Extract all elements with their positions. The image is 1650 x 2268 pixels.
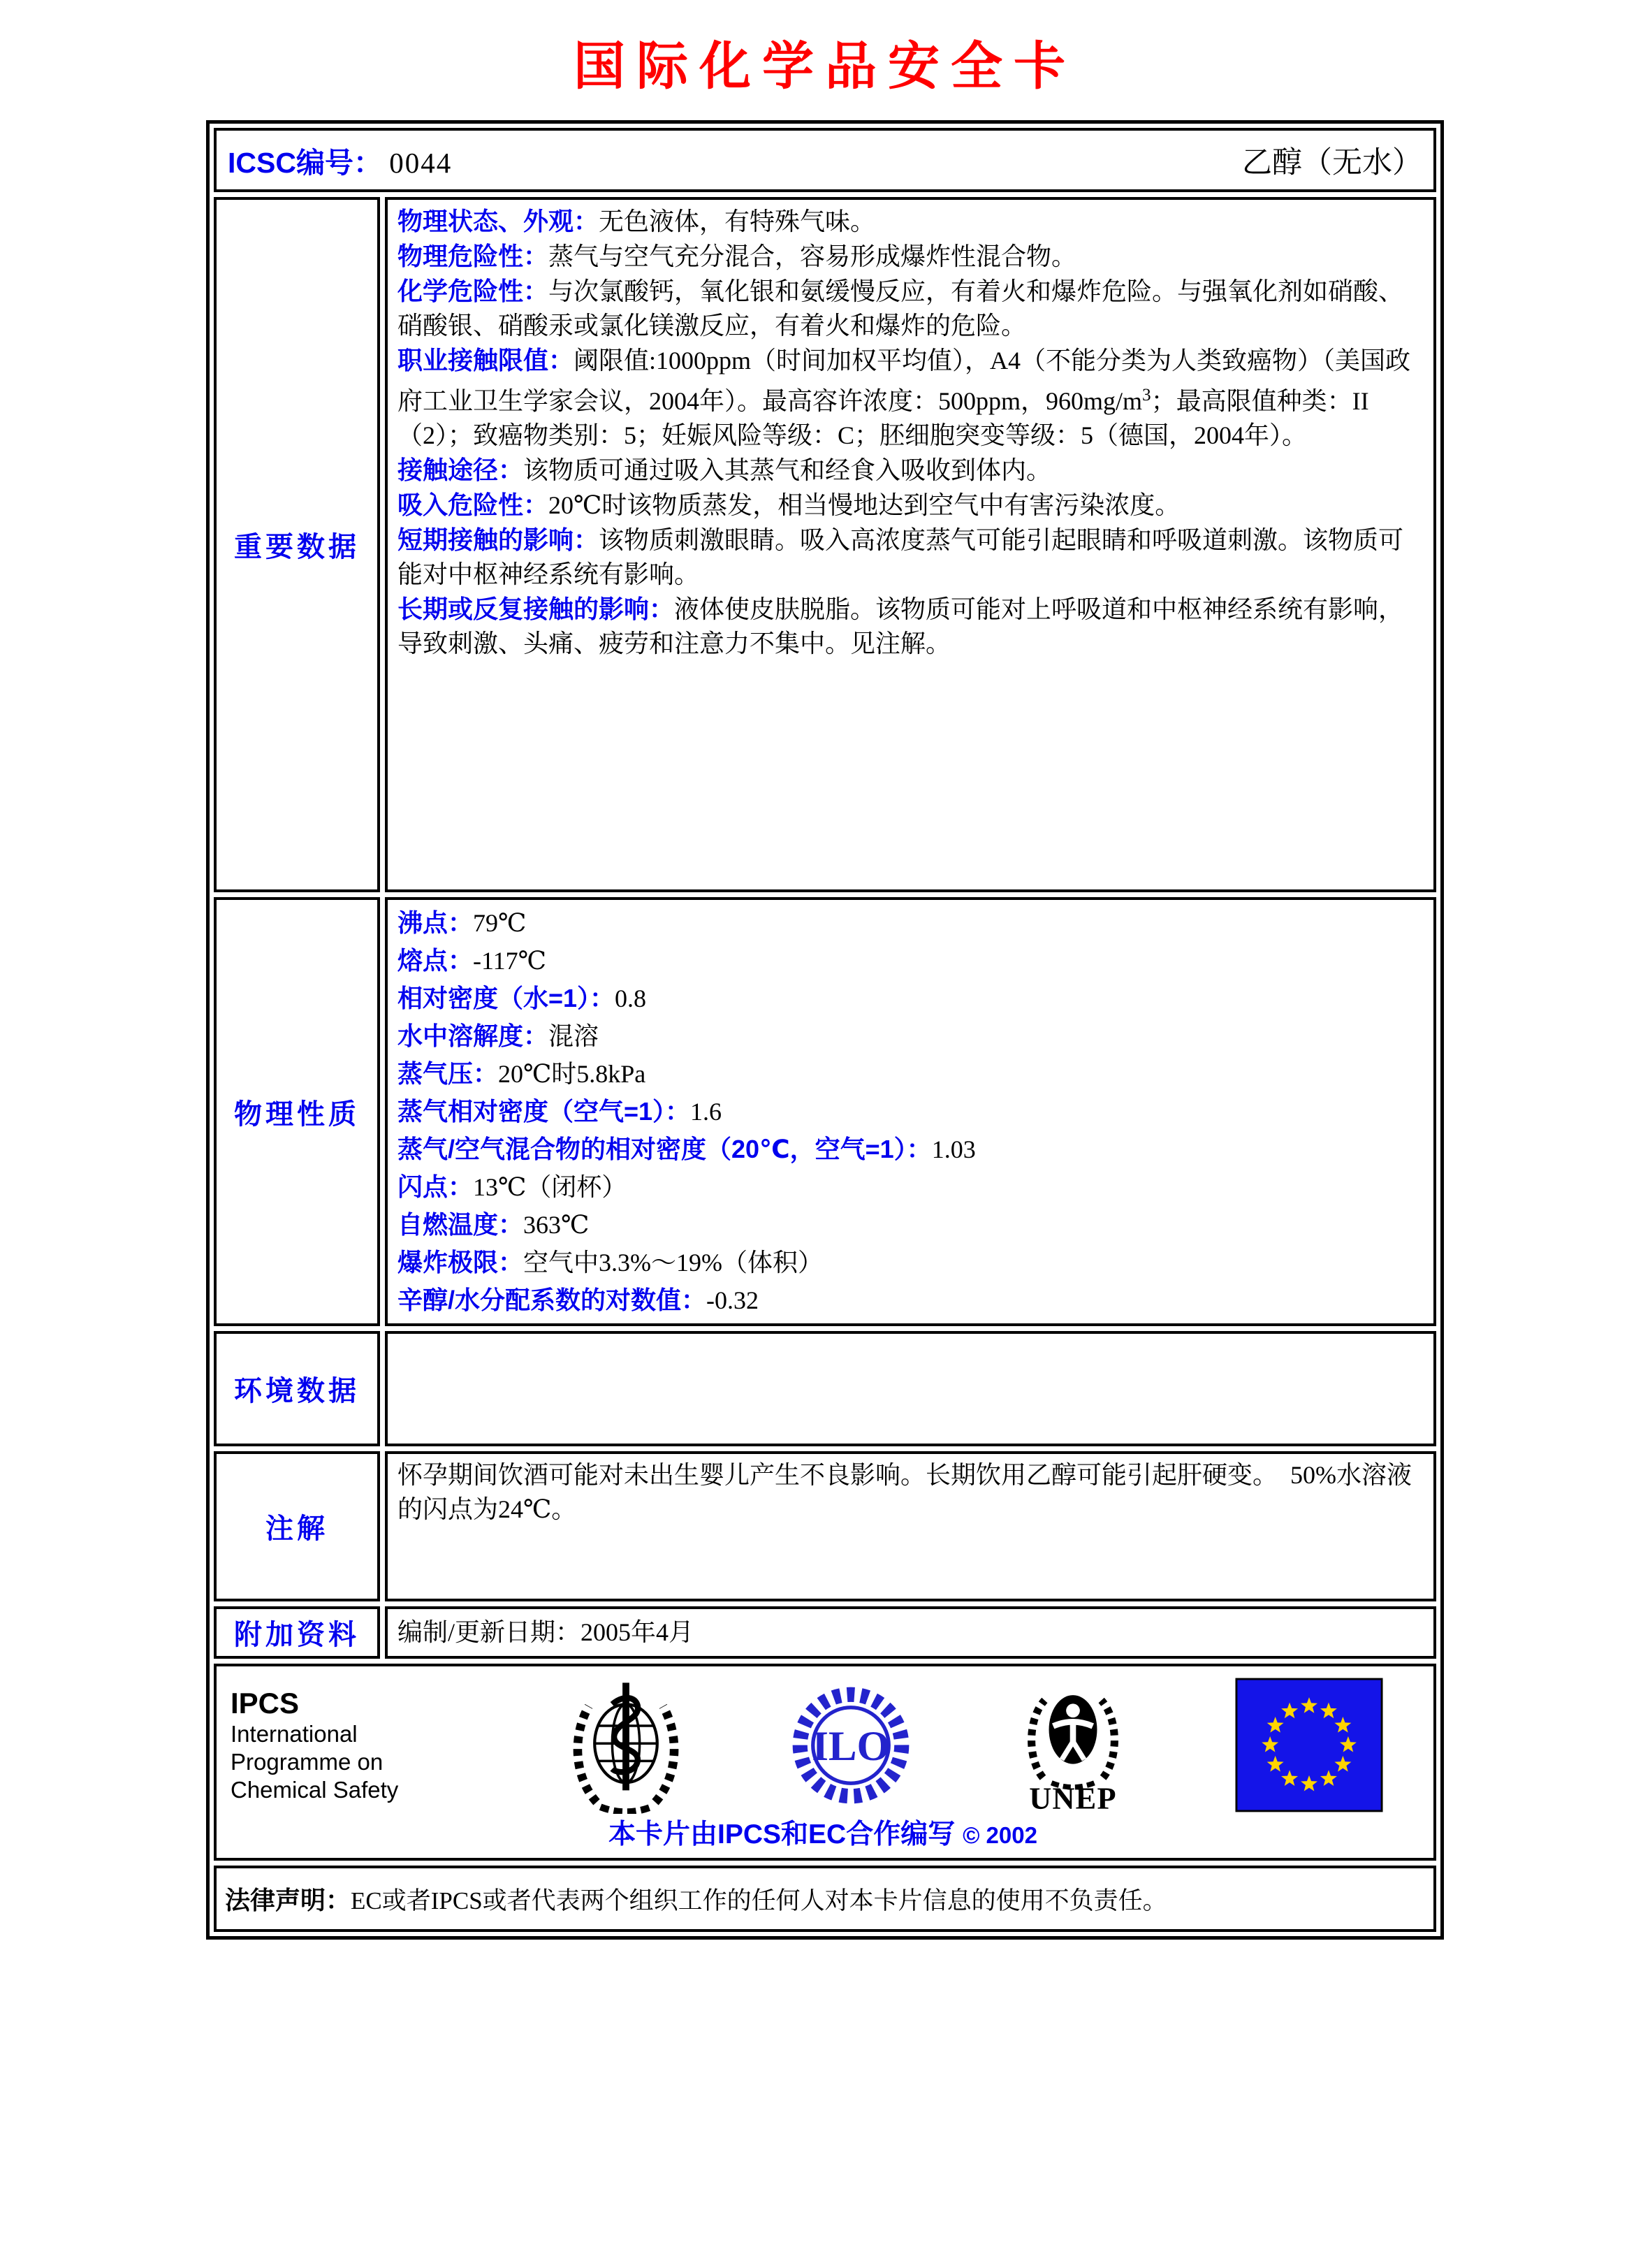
unep-logo-text: UNEP <box>1029 1781 1117 1814</box>
important-data-paragraph: 吸入危险性：20℃时该物质蒸发，相当慢地达到空气中有害污染浓度。 <box>397 490 1181 519</box>
physical-property-line: 熔点：-117℃ <box>397 946 546 975</box>
paragraph-label: 短期接触的影响： <box>397 525 599 554</box>
ipcs-line-2: Programme on <box>231 1748 384 1775</box>
physical-property-line: 沸点：79℃ <box>397 908 527 937</box>
icsc-safety-card-page <box>0 25 1650 1940</box>
property-label: 蒸气/空气混合物的相对密度（20℃，空气=1）： <box>397 1135 932 1163</box>
paragraph-label: 吸入危险性： <box>397 490 549 519</box>
property-label: 水中溶解度： <box>397 1022 549 1050</box>
legal-row <box>214 1866 1436 1932</box>
unep-logo-icon <box>1017 1676 1129 1814</box>
ipcs-acronym: IPCS <box>231 1686 300 1720</box>
page-title: 国际化学品安全卡 <box>574 38 1076 96</box>
environmental-data-content <box>385 1331 1436 1446</box>
physical-property-line: 闪点：13℃（闭杯） <box>397 1172 627 1201</box>
icsc-card-table <box>206 120 1444 1940</box>
additional-info-row <box>214 1606 1436 1659</box>
physical-property-line: 水中溶解度：混溶 <box>397 1022 599 1050</box>
icsc-number-label: ICSC编号： <box>228 146 382 179</box>
paragraph-label: 物理状态、外观： <box>397 207 599 235</box>
important-data-row <box>214 197 1436 892</box>
important-data-paragraph: 接触途径：该物质可通过吸入其蒸气和经食入吸收到体内。 <box>397 456 1052 484</box>
header-cell <box>214 128 1436 192</box>
property-label: 自燃温度： <box>397 1210 524 1239</box>
eu-flag-icon <box>1235 1678 1383 1812</box>
legal-cell <box>214 1866 1436 1932</box>
property-label: 爆炸极限： <box>397 1248 524 1277</box>
cooperation-note <box>231 1818 1415 1852</box>
property-label: 相对密度（水=1）： <box>397 984 615 1012</box>
notes-content: 怀孕期间饮酒可能对未出生婴儿产生不良影响。长期饮用乙醇可能引起肝硬变。 50%水溶液的闪点为24℃。 <box>385 1451 1436 1601</box>
row-label-additional-info: 附加资料 <box>214 1606 380 1659</box>
important-data-paragraph: 物理危险性：蒸气与空气充分混合，容易形成爆炸性混合物。 <box>397 242 1077 270</box>
physical-property-line: 辛醇/水分配系数的对数值：-0.32 <box>397 1286 759 1314</box>
who-logo-icon <box>567 1677 685 1814</box>
chemical-name: 乙醇（无水） <box>1242 146 1422 180</box>
ipcs-text-block <box>231 1687 461 1804</box>
ilo-logo-icon <box>791 1685 911 1805</box>
physical-properties-content <box>385 897 1436 1326</box>
legal-notice-text: EC或者IPCS或者代表两个组织工作的任何人对本卡片信息的使用不负责任。 <box>351 1887 1167 1914</box>
property-label: 沸点： <box>397 908 474 937</box>
important-data-paragraph: 化学危险性：与次氯酸钙，氧化银和氨缓慢反应，有着火和爆炸危险。与强氧化剂如硝酸、硝酸银、硝酸汞或氯化镁激反应，有着火和爆炸的危险。 <box>397 277 1404 340</box>
important-data-paragraph: 短期接触的影响：该物质刺激眼睛。吸入高浓度蒸气可能引起眼睛和呼吸道刺激。该物质可能对中枢神经系统有影响。 <box>397 525 1404 588</box>
row-label-physical-properties: 物理性质 <box>214 897 380 1326</box>
physical-property-line: 自燃温度：363℃ <box>397 1210 590 1239</box>
icsc-number-value: 0044 <box>389 146 453 179</box>
legal-notice-label: 法律声明： <box>225 1886 351 1914</box>
environmental-data-row <box>214 1331 1436 1446</box>
important-data-paragraph: 长期或反复接触的影响：液体使皮肤脱脂。该物质可能对上呼吸道和中枢神经系统有影响，导致刺激、头痛、疲劳和注意力不集中。见注解。 <box>397 595 1404 657</box>
logos-cell <box>214 1664 1436 1861</box>
icsc-number-group <box>228 140 452 181</box>
notes-row <box>214 1451 1436 1601</box>
paragraph-label: 职业接触限值： <box>397 346 574 375</box>
ipcs-line-1: International <box>231 1720 358 1747</box>
physical-property-line: 蒸气压：20℃时5.8kPa <box>397 1059 646 1088</box>
header-row <box>214 128 1436 192</box>
important-data-paragraph: 职业接触限值：阈限值:1000ppm（时间加权平均值），A4（不能分类为人类致癌物）（美国政府工业卫生学家会议，2004年）。最高容许浓度：500ppm，$960mg/m^3$；最高限值种类：II（2）；致癌物类别：5；妊娠风险等级：C；胚细胞突变等级：5（德国，2004年）。 <box>397 346 1411 449</box>
property-label: 熔点： <box>397 946 474 975</box>
property-label: 蒸气压： <box>397 1059 499 1088</box>
physical-property-line: 相对密度（水=1）：0.8 <box>397 984 647 1012</box>
paragraph-label: 接触途径： <box>397 456 524 484</box>
row-label-environmental-data: 环境数据 <box>214 1331 380 1446</box>
property-label: 辛醇/水分配系数的对数值： <box>397 1286 707 1314</box>
paragraph-label: 长期或反复接触的影响： <box>397 595 675 623</box>
logos-strip <box>231 1676 1415 1814</box>
cooperation-note-text: 本卡片由IPCS和EC合作编写 <box>608 1819 956 1849</box>
copyright-text: © 2002 <box>963 1822 1037 1848</box>
ipcs-line-3: Chemical Safety <box>231 1776 399 1803</box>
property-label: 蒸气相对密度（空气=1）： <box>397 1097 691 1126</box>
property-label: 闪点： <box>397 1172 474 1201</box>
physical-properties-row <box>214 897 1436 1326</box>
ilo-logo-text: ILO <box>812 1722 890 1770</box>
important-data-paragraph: 物理状态、外观：无色液体，有特殊气味。 <box>397 207 876 235</box>
paragraph-label: 化学危险性： <box>397 277 549 305</box>
important-data-content <box>385 197 1436 892</box>
paragraph-label: 物理危险性： <box>397 242 549 270</box>
physical-property-line: 蒸气相对密度（空气=1）：1.6 <box>397 1097 722 1126</box>
additional-info-content: 编制/更新日期：2005年4月 <box>385 1606 1436 1659</box>
row-label-important-data: 重要数据 <box>214 197 380 892</box>
physical-property-line: 爆炸极限：空气中3.3%～19%（体积） <box>397 1248 823 1277</box>
logos-row <box>214 1664 1436 1861</box>
physical-property-line: 蒸气/空气混合物的相对密度（20℃，空气=1）：1.03 <box>397 1135 976 1163</box>
row-label-notes: 注解 <box>214 1451 380 1601</box>
